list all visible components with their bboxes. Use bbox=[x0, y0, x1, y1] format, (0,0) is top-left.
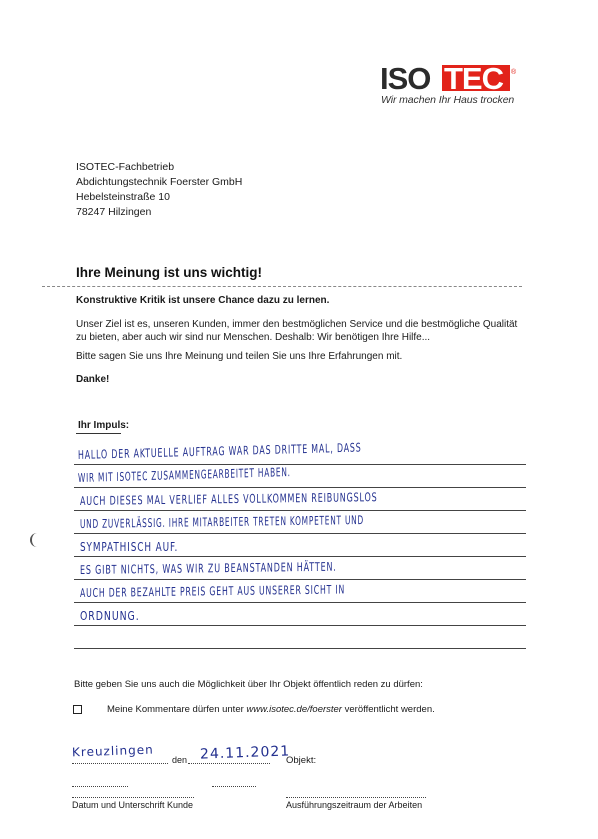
writing-line bbox=[74, 464, 526, 465]
writing-line bbox=[74, 648, 526, 649]
address-line: Abdichtungstechnik Foerster GmbH bbox=[76, 176, 243, 188]
objekt-label: Objekt: bbox=[286, 755, 317, 766]
writing-line bbox=[74, 510, 526, 511]
consent-checkbox[interactable] bbox=[73, 705, 82, 714]
handwritten-place: Kreuzlingen bbox=[71, 742, 154, 760]
handwritten-comment-line: AUCH DIESES MAL VERLIEF ALLES VOLLKOMMEN REIBUNGSLOS bbox=[79, 490, 378, 508]
writing-line bbox=[74, 533, 526, 534]
consent-url: www.isotec.de/foerster bbox=[246, 704, 342, 715]
signature-dotted-line bbox=[212, 786, 256, 787]
page-title: Ihre Meinung ist uns wichtig! bbox=[76, 265, 263, 280]
intro-paragraph: Unser Ziel ist es, unseren Kunden, immer den bestmöglichen Service und die bestmögliche Qualität zu bieten, aber auch wir sind nur Menschen. Deshalb: Wir benötigen Ihre Hilfe... bbox=[76, 319, 518, 343]
isotec-logo-mark bbox=[380, 62, 520, 96]
date-dotted-line bbox=[188, 763, 270, 764]
handwritten-date: 24.11.2021 bbox=[199, 743, 291, 763]
impulse-label-underline bbox=[76, 433, 121, 434]
handwritten-comment-line: AUCH DER BEZAHLTE PREIS GEHT AUS UNSERER SICHT IN bbox=[79, 582, 346, 600]
request-paragraph: Bitte sagen Sie uns Ihre Meinung und teilen Sie uns Ihre Erfahrungen mit. bbox=[76, 351, 403, 362]
handwritten-comment-line: ORDNUNG. bbox=[80, 609, 140, 623]
handwritten-comment-line: SYMPATHISCH AUF. bbox=[80, 540, 179, 554]
execution-period-label: Ausführungszeitraum der Arbeiten bbox=[286, 800, 423, 810]
address-line: 78247 Hilzingen bbox=[76, 206, 152, 218]
writing-line bbox=[74, 602, 526, 603]
signature-dotted-line bbox=[72, 786, 128, 787]
handwritten-comment-line: ES GIBT NICHTS, WAS WIR ZU BEANSTANDEN HÄTTEN. bbox=[79, 559, 337, 577]
handwritten-comment-line: UND ZUVERLÄSSIG. IHRE MITARBEITER TRETEN KOMPETENT UND bbox=[79, 513, 364, 531]
address-line: ISOTEC-Fachbetrieb bbox=[76, 161, 175, 173]
execution-line bbox=[286, 797, 426, 798]
handwritten-comment-line: HALLO DER AKTUELLE AUFTRAG WAR DAS DRITTE MAL, DASS bbox=[77, 440, 362, 462]
logo-iso-text: ISO bbox=[380, 62, 431, 96]
publication-permission-text: Bitte geben Sie uns auch die Möglichkeit über Ihr Objekt öffentlich reden zu dürfen: bbox=[74, 679, 423, 690]
date-signature-label: Datum und Unterschrift Kunde bbox=[72, 800, 194, 810]
writing-line bbox=[74, 487, 526, 488]
consent-prefix: Meine Kommentare dürfen unter bbox=[107, 704, 247, 715]
logo-tec-text: TEC bbox=[444, 62, 503, 96]
logo-tagline: Wir machen Ihr Haus trocken bbox=[381, 94, 515, 106]
signature-line bbox=[72, 797, 194, 798]
impulse-label: Ihr Impuls: bbox=[78, 420, 130, 431]
handwritten-comment-line: WIR MIT ISOTEC ZUSAMMENGEARBEITET HABEN. bbox=[77, 465, 291, 485]
writing-line bbox=[74, 625, 526, 626]
writing-line bbox=[74, 579, 526, 580]
place-dotted-line bbox=[72, 763, 168, 764]
consent-label bbox=[107, 704, 435, 715]
consent-suffix: veröffentlicht werden. bbox=[341, 704, 435, 715]
subheadline: Konstruktive Kritik ist unsere Chance dazu zu lernen. bbox=[76, 295, 330, 306]
writing-line bbox=[74, 556, 526, 557]
recipient-address bbox=[76, 160, 242, 220]
den-label: den bbox=[172, 755, 188, 765]
registered-mark: ® bbox=[511, 69, 517, 76]
address-line: Hebelsteinstraße 10 bbox=[76, 191, 170, 203]
scan-margin-mark bbox=[30, 533, 40, 547]
headline-divider bbox=[42, 286, 522, 287]
thanks-text: Danke! bbox=[76, 374, 110, 385]
